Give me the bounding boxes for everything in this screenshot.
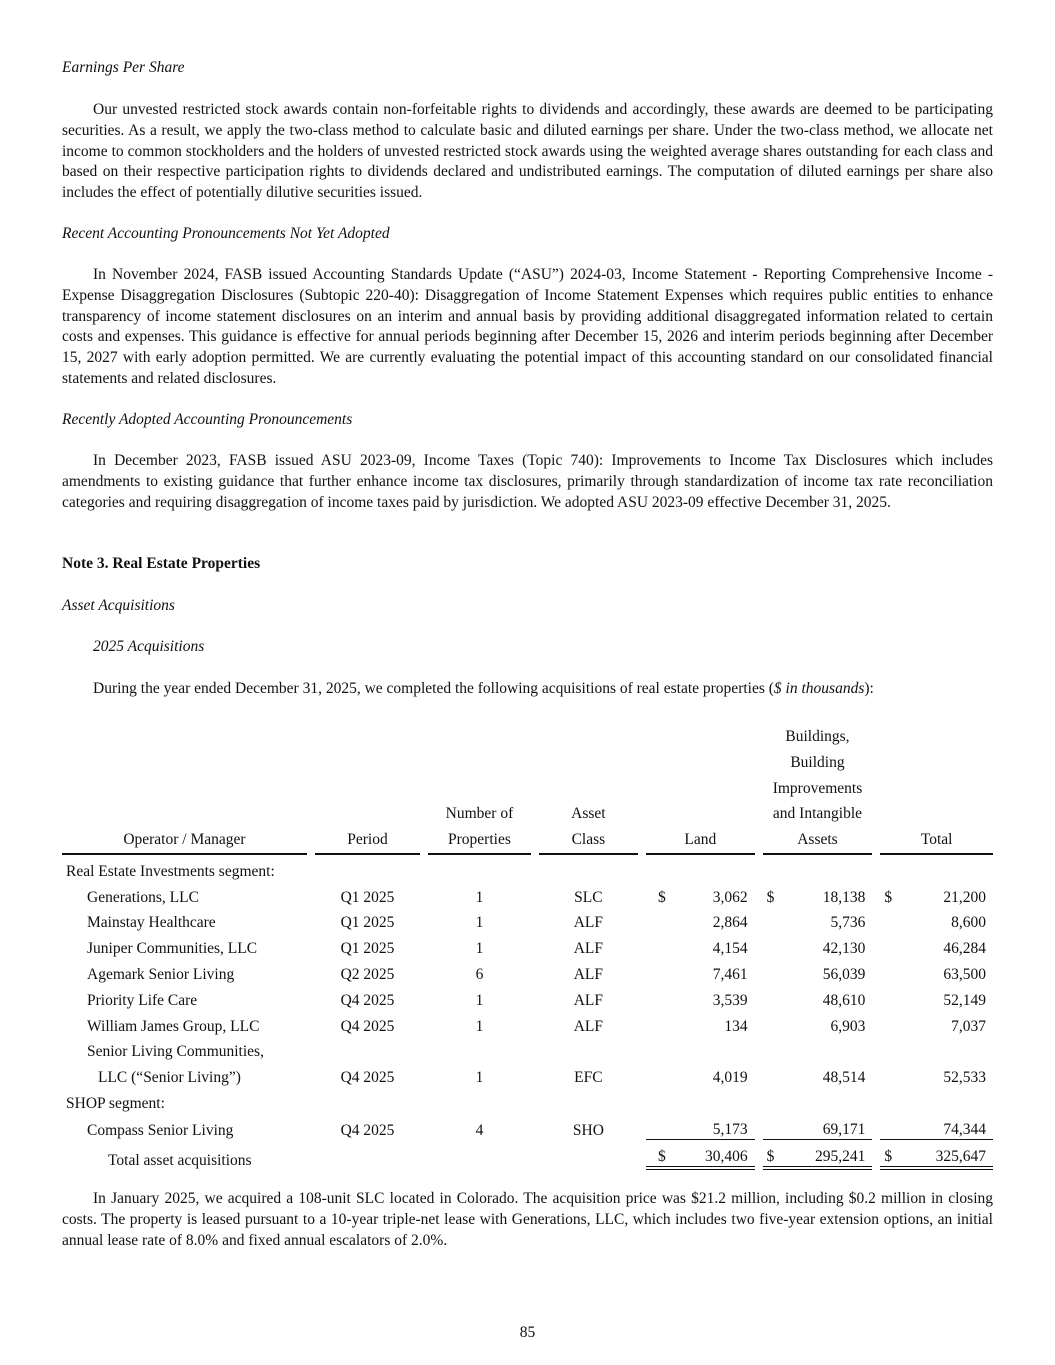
intro-text: During the year ended December 31, 2025, we completed the following acquisitions of real estate properties ( [93,680,774,697]
properties-cell: 6 [475,965,484,983]
total-cell: 7,037 [951,1017,986,1035]
buildings-cell: 6,903 [830,1017,866,1035]
land-cell: 2,864 [712,914,748,932]
land-cell: 4,154 [712,940,748,958]
asset-class-cell: ALF [573,965,604,983]
header-operator: Operator / Manager [62,724,307,855]
table-row-continued [62,1036,993,1062]
operator-cell: Compass Senior Living [87,1121,234,1139]
total-label: Total asset acquisitions [108,1151,252,1169]
period-cell: Q1 2025 [340,940,395,958]
table-row [62,984,993,1010]
land-cell: $ 3,062 [658,888,748,906]
grand-total-cell: $ 325,647 [884,1147,986,1165]
table-row [62,881,993,907]
acquisitions-2025-heading: 2025 Acquisitions [93,638,205,655]
properties-cell: 1 [475,1069,484,1087]
table-row [62,958,993,984]
asset-class-cell: ALF [573,940,604,958]
asset-class-cell: SHO [572,1121,604,1139]
segment-label: Real Estate Investments segment: [66,862,275,880]
period-cell: Q4 2025 [340,1069,395,1087]
buildings-cell: 42,130 [822,940,866,958]
buildings-cell: 48,610 [822,991,866,1009]
header-land: Land [646,724,755,855]
land-cell: 134 [724,1017,748,1035]
period-cell: Q1 2025 [340,888,395,906]
asset-class-cell: SLC [574,888,603,906]
buildings-cell: 56,039 [822,965,866,983]
segment-row [62,1087,993,1113]
asset-class-cell: EFC [574,1069,603,1087]
total-cell: 52,533 [943,1069,986,1087]
properties-cell: 4 [475,1121,484,1139]
total-cell: 52,149 [943,991,986,1009]
total-cell: 74,344 [943,1120,986,1138]
properties-cell: 1 [475,914,484,932]
buildings-cell: 69,171 [822,1120,866,1138]
intro-units: $ in thousands [773,680,865,697]
operator-cell: Generations, LLC [87,888,199,906]
operator-cell: William James Group, LLC [87,1017,260,1035]
operator-cell: Agemark Senior Living [87,965,235,983]
eps-paragraph: Our unvested restricted stock awards contain non-forfeitable rights to dividends and accordingly, these awards are deemed to be participating securities. As a result, we apply the two-class method to calculate basic and diluted earnings per share. Under the two-class method, we allocate net income to common stockholders and the holders of unvested restricted stock awards using the weighted average shares outstanding for each class and based on their respective participation rights to dividends declared and undistributed earnings. The computation of diluted earnings per share also includes the effect of potentially dilutive securities issued. [62,101,993,202]
properties-cell: 1 [475,1017,484,1035]
intro-suffix: ): [864,680,874,697]
total-cell: 46,284 [943,940,986,958]
total-cell: 8,600 [951,914,986,932]
operator-cell: LLC (“Senior Living”) [98,1069,241,1087]
table-row [62,932,993,958]
period-cell: Q4 2025 [340,1017,395,1035]
properties-cell: 1 [475,888,484,906]
period-cell: Q4 2025 [340,1121,395,1139]
land-cell: 4,019 [712,1069,748,1087]
not-yet-adopted-paragraph: In November 2024, FASB issued Accounting Standards Update (“ASU”) 2024-03, Income Statement - Reporting Comprehensive Income - Expense Disaggregation Disclosures (Subtopic 220-40): Disaggregation of Income Statement Expenses which requires public entities to enhance transparency of income statement disclosures on an interim and annual basis by providing additional disaggregated information related to certain costs and expenses. This guidance is effective for annual periods beginning after December 15, 2026 and interim periods beginning after December 15, 2027 with early adoption permitted. We are currently evaluating the potential impact of this accounting standard on our consolidated financial statements and related disclosures. [62,266,993,387]
total-buildings-cell: $ 295,241 [766,1147,866,1165]
table-row [62,1061,993,1087]
table-header-row [62,724,993,855]
operator-cell: Juniper Communities, LLC [87,940,258,958]
land-cell: 3,539 [712,991,748,1009]
operator-cell: Mainstay Healthcare [87,914,216,932]
properties-cell: 1 [475,940,484,958]
acquisitions-intro [62,679,993,700]
asset-class-cell: ALF [573,914,604,932]
segment-label: SHOP segment: [66,1094,165,1112]
buildings-cell: $ 18,138 [766,888,866,906]
not-yet-adopted-heading: Recent Accounting Pronouncements Not Yet Adopted [62,225,390,242]
buildings-cell: 48,514 [822,1069,866,1087]
asset-class-cell: ALF [573,991,604,1009]
recently-adopted-heading: Recently Adopted Accounting Pronouncements [62,411,353,428]
properties-cell: 1 [475,991,484,1009]
segment-row [62,855,993,881]
acquisition-detail-paragraph: In January 2025, we acquired a 108-unit SLC located in Colorado. The acquisition price was $21.2 million, including $0.2 million in closing costs. The property is leased pursuant to a 10-year triple-net lease with Generations, LLC, which includes two five-year extension options, an initial annual lease rate of 8.0% and fixed annual escalators of 2.0%. [62,1190,993,1249]
eps-heading: Earnings Per Share [62,59,185,76]
acquisitions-table [62,724,993,1170]
land-cell: 5,173 [712,1120,748,1138]
total-land-cell: $ 30,406 [658,1147,748,1165]
land-cell: 7,461 [712,965,748,983]
page-number: 85 [519,1324,536,1341]
recently-adopted-paragraph: In December 2023, FASB issued ASU 2023-09, Income Taxes (Topic 740): Improvements to Income Tax Disclosures which includes amendments to existing guidance that further enhance income tax disclosures, primarily through standardization of income tax rate reconciliation categories and requiring disaggregation of income taxes paid by jurisdiction. We adopted ASU 2023-09 effective December 31, 2025. [62,452,993,511]
period-cell: Q1 2025 [340,914,395,932]
operator-cell-line1: Senior Living Communities, [87,1043,264,1061]
period-cell: Q4 2025 [340,991,395,1009]
header-total: Total [880,724,993,855]
header-period: Period [315,724,420,855]
asset-class-cell: ALF [573,1017,604,1035]
table-row [62,907,993,933]
total-row [62,1140,993,1170]
total-cell: $ 21,200 [884,888,986,906]
header-buildings: Buildings, Building Improvements and Intangible Assets [763,724,873,855]
period-cell: Q2 2025 [340,965,395,983]
note3-heading: Note 3. Real Estate Properties [62,555,261,572]
operator-cell: Priority Life Care [87,991,198,1009]
asset-acquisitions-heading: Asset Acquisitions [62,597,175,614]
table-row [62,1113,993,1140]
total-cell: 63,500 [943,965,986,983]
header-asset-class: Asset Class [539,724,638,855]
header-number-of-properties: Number of Properties [428,724,531,855]
buildings-cell: 5,736 [830,914,866,932]
table-row [62,1010,993,1036]
